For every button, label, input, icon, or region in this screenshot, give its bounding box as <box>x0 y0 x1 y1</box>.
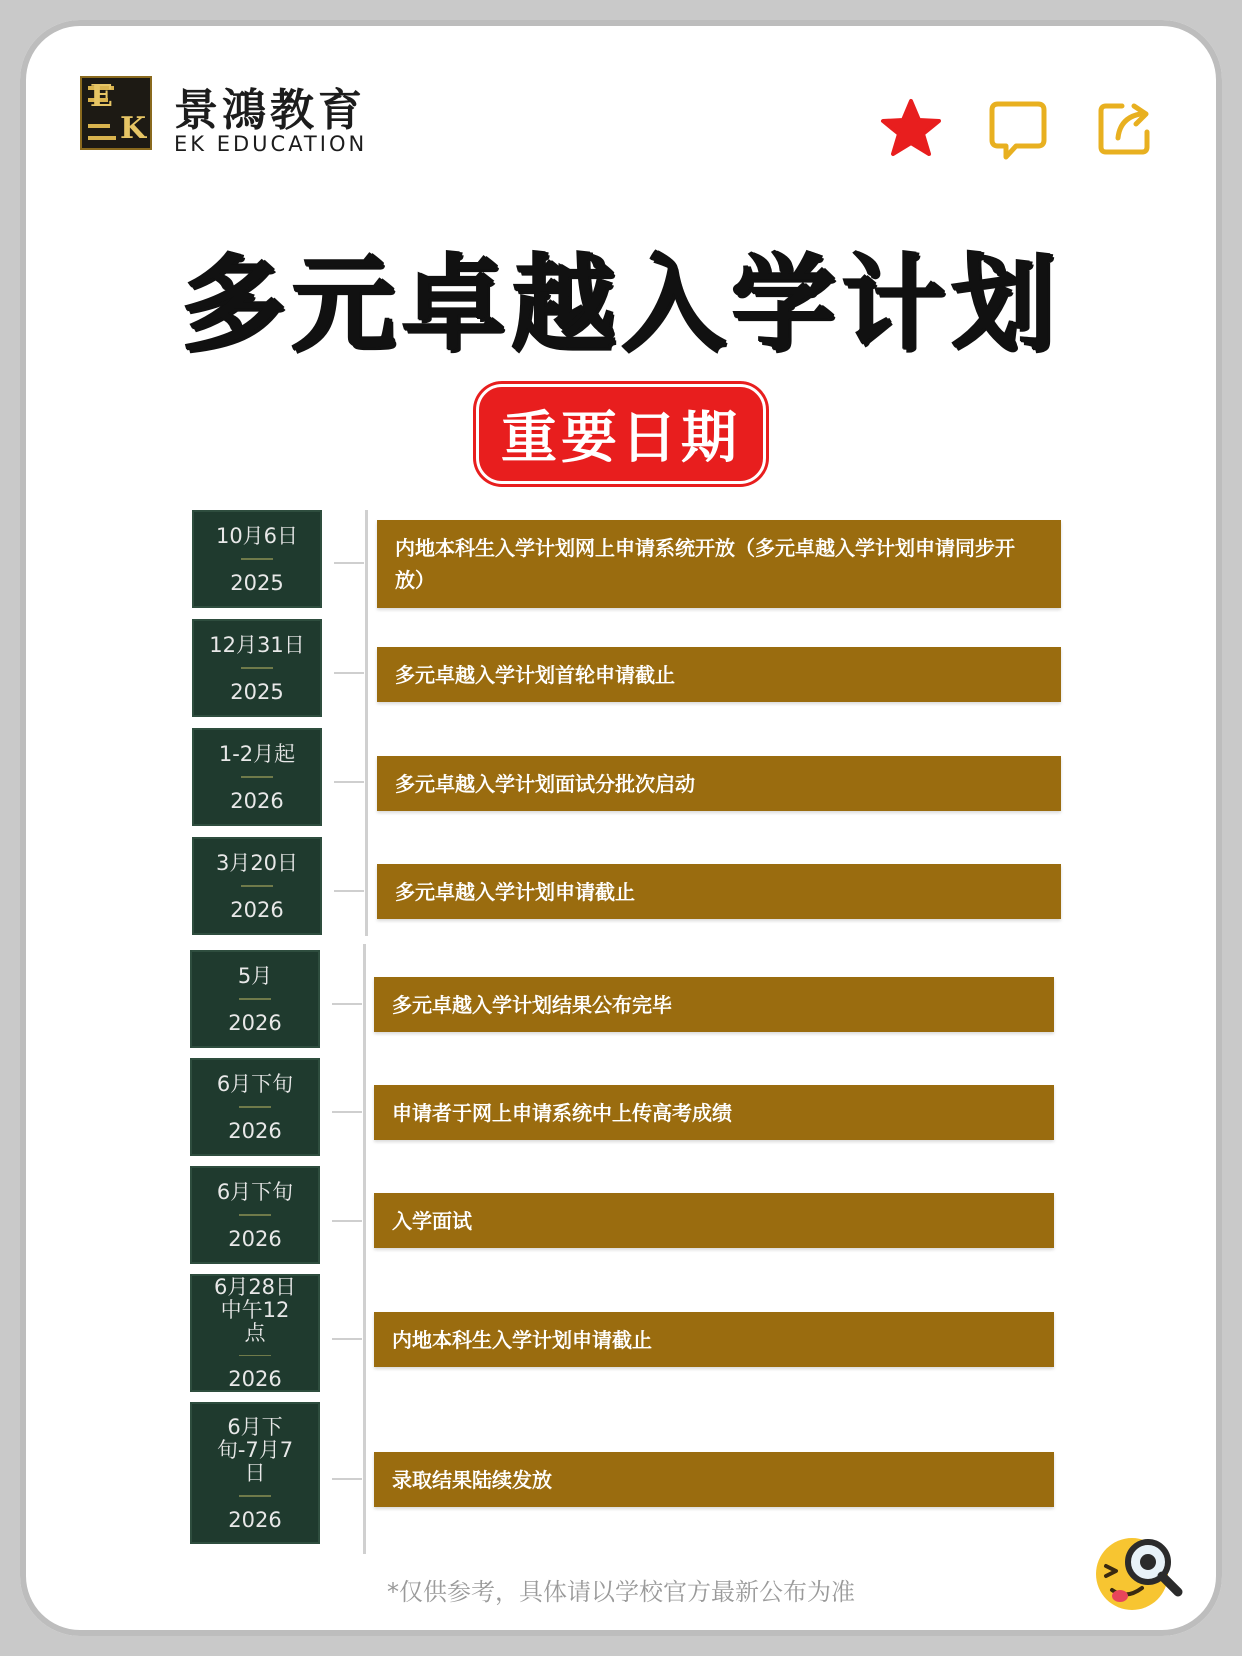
event-text: 内地本科生入学计划申请截止 <box>392 1327 652 1352</box>
important-dates-badge <box>476 384 766 484</box>
connector-line <box>332 1003 362 1005</box>
event-bar <box>377 520 1061 608</box>
star-icon[interactable] <box>878 96 944 162</box>
date-divider <box>239 1355 271 1356</box>
timeline-line-lower <box>363 944 366 1554</box>
ek-logo-icon: E K <box>80 76 152 150</box>
date-label: 3月20日 <box>215 850 299 875</box>
event-text: 多元卓越入学计划首轮申请截止 <box>395 662 675 687</box>
date-label: 6月下旬-7月7日 <box>216 1414 294 1485</box>
date-label: 6月28日 中午12点 <box>213 1275 297 1345</box>
date-year: 2026 <box>230 788 284 813</box>
date-divider <box>241 885 273 887</box>
event-bar <box>374 1312 1054 1367</box>
connector-line <box>332 1220 362 1222</box>
date-box <box>190 950 320 1048</box>
date-year: 2026 <box>228 1507 282 1532</box>
date-box <box>190 1274 320 1392</box>
date-divider <box>239 1495 271 1497</box>
connector-line <box>334 672 364 674</box>
date-year: 2026 <box>230 897 284 922</box>
event-text: 多元卓越入学计划结果公布完毕 <box>392 992 672 1017</box>
magnifier-face-icon <box>1090 1526 1186 1616</box>
date-label: 6月下旬 <box>216 1179 294 1204</box>
event-text: 内地本科生入学计划网上申请系统开放（多元卓越入学计划申请同步开放） <box>395 536 1015 592</box>
connector-line <box>334 781 364 783</box>
date-year: 2026 <box>228 1118 282 1143</box>
connector-line <box>334 890 364 892</box>
date-label: 6月下旬 <box>216 1071 294 1096</box>
connector-line <box>332 1111 362 1113</box>
event-bar <box>374 977 1054 1032</box>
date-box <box>190 1058 320 1156</box>
event-bar <box>374 1452 1054 1507</box>
date-box <box>192 837 322 935</box>
event-text: 入学面试 <box>392 1208 472 1233</box>
date-year: 2026 <box>228 1010 282 1035</box>
date-label: 10月6日 <box>215 523 299 548</box>
brand-name-en: EK EDUCATION <box>174 132 368 156</box>
comment-icon[interactable] <box>988 100 1048 162</box>
date-box <box>192 510 322 608</box>
date-box <box>192 728 322 826</box>
date-year: 2026 <box>228 1367 282 1391</box>
connector-line <box>334 562 364 564</box>
date-box <box>190 1402 320 1544</box>
event-bar <box>374 1085 1054 1140</box>
brand-name-cn: 景鴻教育 <box>174 85 366 136</box>
badge-label: 重要日期 <box>501 406 741 471</box>
date-divider <box>241 667 273 669</box>
event-text: 申请者于网上申请系统中上传高考成绩 <box>392 1100 732 1125</box>
disclaimer-footnote: *仅供参考，具体请以学校官方最新公布为准 <box>387 1578 855 1606</box>
date-year: 2026 <box>228 1226 282 1251</box>
date-label: 12月31日 <box>209 632 305 657</box>
event-bar <box>374 1193 1054 1248</box>
page-title: 多元卓越入学计划 <box>180 243 1061 365</box>
date-box <box>190 1166 320 1264</box>
date-divider <box>241 558 273 560</box>
event-bar <box>377 864 1061 919</box>
date-divider <box>241 776 273 778</box>
date-label: 5月 <box>237 963 273 988</box>
date-year: 2025 <box>230 679 284 704</box>
connector-line <box>332 1478 362 1480</box>
date-year: 2025 <box>230 570 284 595</box>
date-box <box>192 619 322 717</box>
share-icon[interactable] <box>1096 100 1154 158</box>
date-divider <box>239 1214 271 1216</box>
timeline-line-upper <box>365 510 368 936</box>
connector-line <box>332 1338 362 1340</box>
event-bar <box>377 647 1061 702</box>
event-bar <box>377 756 1061 811</box>
date-label: 1-2月起 <box>218 741 296 766</box>
date-divider <box>239 998 271 1000</box>
date-divider <box>239 1106 271 1108</box>
event-text: 录取结果陆续发放 <box>392 1467 552 1492</box>
event-text: 多元卓越入学计划申请截止 <box>395 879 635 904</box>
event-text: 多元卓越入学计划面试分批次启动 <box>395 771 695 796</box>
